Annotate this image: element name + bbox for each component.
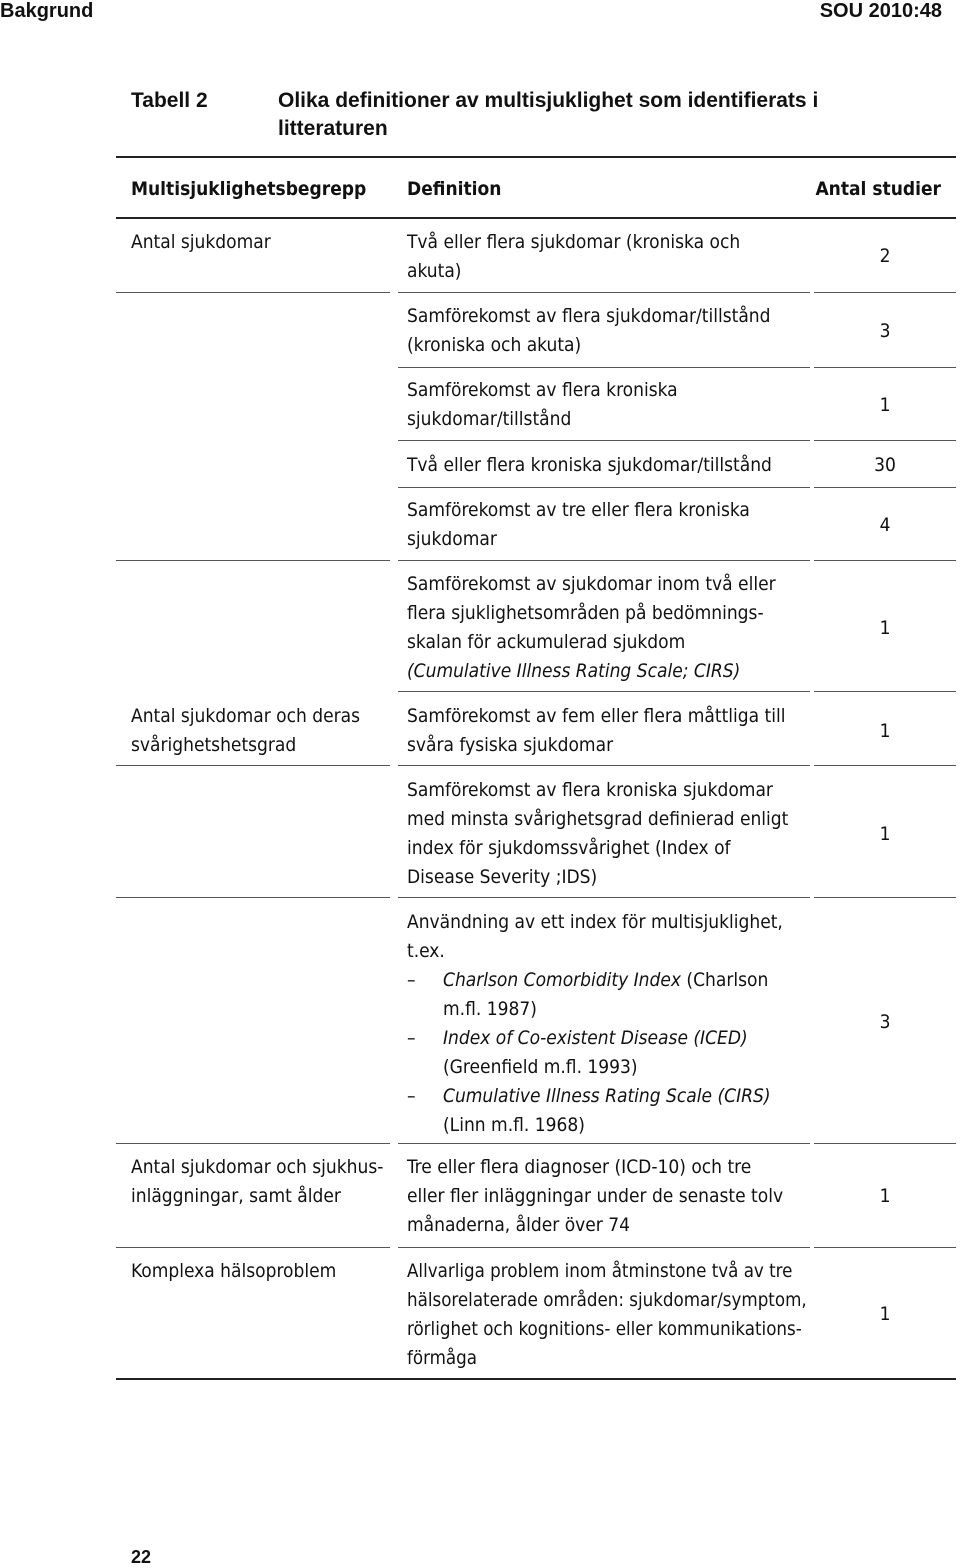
row-rule	[116, 765, 390, 766]
count-cell: 2	[879, 245, 891, 267]
table-title-line1: Olika definitioner av multisjuklighet som identifierats i	[278, 89, 819, 112]
row-rule	[398, 292, 810, 293]
table-title-line2: litteraturen	[278, 117, 388, 140]
row-rule	[398, 1143, 810, 1144]
definition-cell: Samförekomst av tre eller flera kroniska sjukdomar	[407, 499, 750, 550]
row-rule	[398, 440, 810, 441]
concept-cell: Antal sjukdomar	[131, 231, 271, 253]
count-cell: 1	[879, 394, 891, 416]
concept-cell: Antal sjukdomar och sjukhus- inläggningar, samt ålder	[131, 1156, 384, 1207]
row-rule	[398, 897, 810, 898]
count-cell: 1	[879, 1185, 891, 1207]
definition-cell: Samförekomst av flera kroniska sjukdomar/tillstånd	[407, 379, 678, 430]
table-top-rule	[116, 156, 956, 158]
count-cell: 4	[879, 514, 891, 536]
definition-cell: Samförekomst av sjukdomar inom två eller flera sjuklighetsområden på bedömnings- skalan för ackumulerad sjukdom (Cumulative Illness Rating Scale; CIRS)	[407, 573, 776, 682]
bullet-item: – Charlson Comorbidity Index (Charlson	[407, 969, 769, 991]
row-rule	[398, 691, 810, 692]
row-rule	[116, 560, 390, 561]
definition-cell: Två eller flera kroniska sjukdomar/tillstånd	[407, 454, 772, 476]
header-bottom-rule	[116, 217, 956, 219]
row-rule	[398, 1247, 810, 1248]
table-label: Tabell 2	[131, 89, 208, 112]
row-rule	[814, 487, 956, 488]
row-rule	[398, 765, 810, 766]
row-rule	[814, 765, 956, 766]
row-rule	[398, 367, 810, 368]
count-cell: 3	[879, 320, 891, 342]
row-rule	[814, 897, 956, 898]
column-header-definition: Definition	[407, 178, 502, 200]
concept-cell: Antal sjukdomar och deras svårighetshetsgrad	[131, 705, 361, 756]
row-rule	[116, 897, 390, 898]
row-rule	[814, 691, 956, 692]
definition-cell: Tre eller flera diagnoser (ICD-10) och tre eller fler inläggningar under de senaste tolv månaderna, ålder över 74	[407, 1156, 784, 1236]
running-header-left: Bakgrund	[0, 0, 94, 22]
definition-cell: Samförekomst av flera kroniska sjukdomar med minsta svårighetsgrad definierad enligt index för sjukdomssvårighet (Index of Disease Severity ;IDS)	[407, 779, 789, 888]
count-cell: 1	[879, 720, 891, 742]
bullet-item: – Cumulative Illness Rating Scale (CIRS)	[407, 1085, 771, 1107]
definition-cell: Samförekomst av fem eller flera måttliga till svåra fysiska sjukdomar	[407, 705, 786, 756]
definition-cell: Användning av ett index för multisjuklighet, t.ex. – Charlson Comorbidity Index (Charlson m.fl. 1987) – Index of Co-existent Disease (ICED) (Greenfield m.fl. 1993) – Cumulative Illness Rating Scale (CIRS) (Linn m.fl. 1968)	[407, 911, 783, 1136]
definition-cell: Samförekomst av flera sjukdomar/tillstånd (kroniska och akuta)	[407, 305, 771, 356]
row-rule	[398, 560, 810, 561]
concept-cell: Komplexa hälsoproblem	[131, 1260, 337, 1282]
column-header-count: Antal studier	[815, 178, 941, 200]
table-bottom-rule	[116, 1378, 956, 1380]
row-rule	[814, 1143, 956, 1144]
row-rule	[814, 292, 956, 293]
row-rule	[116, 292, 390, 293]
row-rule	[398, 487, 810, 488]
column-header-concept: Multisjuklighetsbegrepp	[131, 178, 367, 200]
row-rule	[814, 440, 956, 441]
count-cell: 1	[879, 1303, 891, 1325]
definition-cell: Allvarliga problem inom åtminstone två av tre hälsorelaterade områden: sjukdomar/symptom, rörlighet och kognitions- eller kommunikations- förmåga	[407, 1260, 807, 1369]
count-cell: 1	[879, 617, 891, 639]
row-rule	[116, 1143, 390, 1144]
page-number: 22	[131, 1547, 152, 1567]
definition-cell: Två eller flera sjukdomar (kroniska och akuta)	[407, 231, 741, 282]
running-header-right: SOU 2010:48	[819, 0, 942, 22]
count-cell: 3	[879, 1011, 891, 1033]
row-rule	[814, 1247, 956, 1248]
count-cell: 30	[874, 454, 896, 476]
row-rule	[116, 1247, 390, 1248]
row-rule	[814, 367, 956, 368]
bullet-item: – Index of Co-existent Disease (ICED)	[407, 1027, 748, 1049]
count-cell: 1	[879, 823, 891, 845]
row-rule	[814, 560, 956, 561]
